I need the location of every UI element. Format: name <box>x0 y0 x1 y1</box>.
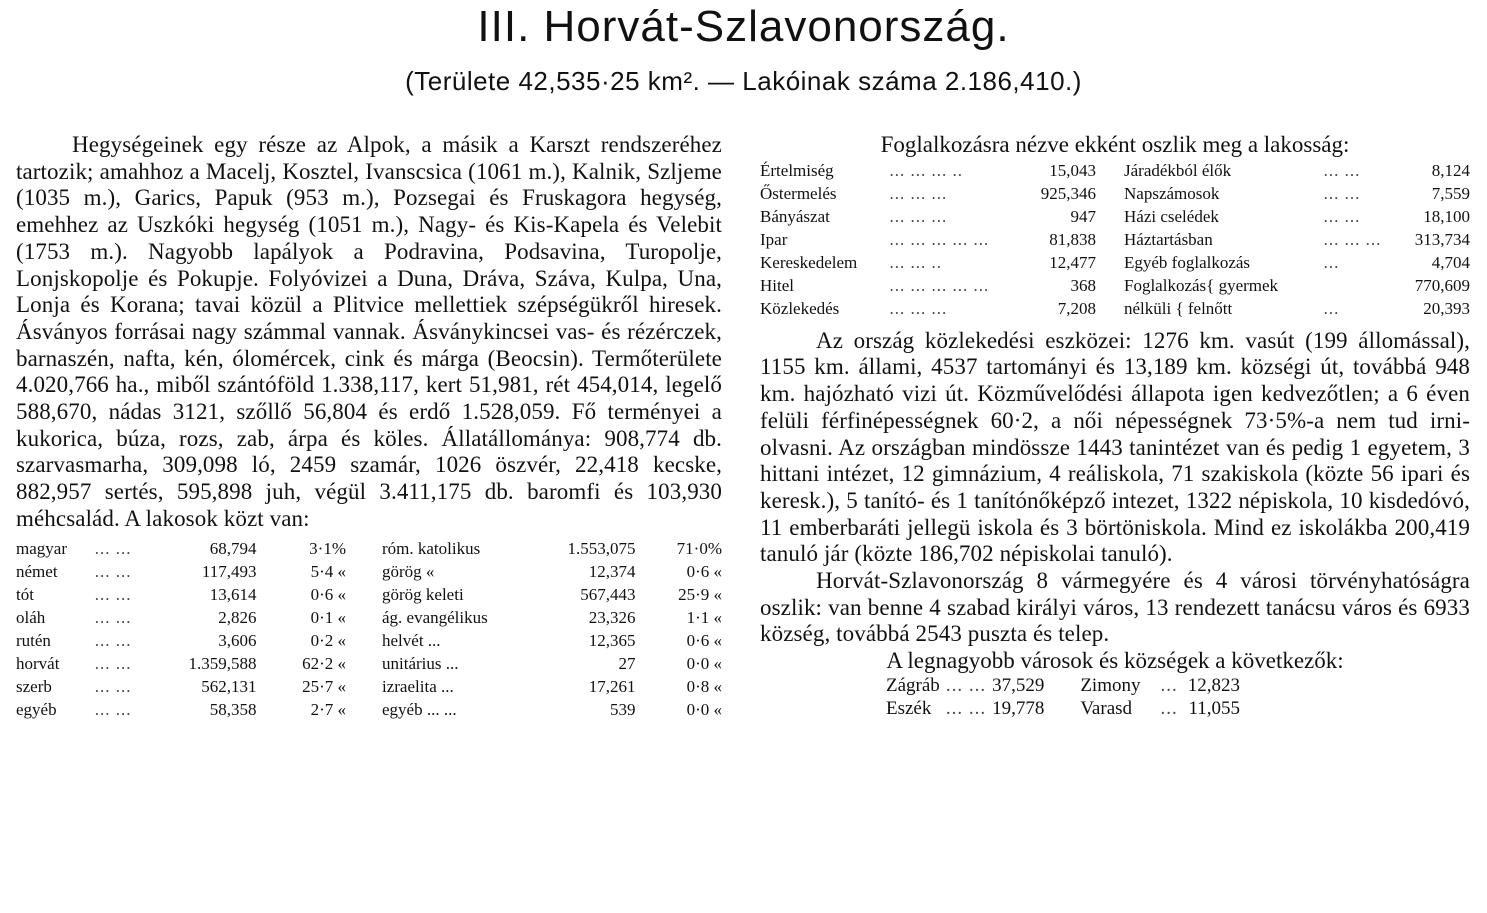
religion-percent: 1·1 « <box>686 607 722 627</box>
leader-dots: ... ... <box>1323 183 1361 203</box>
city-population: 37,529 <box>992 674 1045 696</box>
religion-count: 567,443 <box>580 584 636 604</box>
nationality-count: 2,826 <box>218 607 257 627</box>
religion-percent: 25·9 « <box>678 584 722 604</box>
leader-dots: ... <box>1323 252 1340 272</box>
occupation-label: Közlekedés <box>760 298 840 318</box>
nationality-label: magyar <box>16 538 67 558</box>
religion-table <box>382 539 722 723</box>
nationality-label: oláh <box>16 607 46 627</box>
occupation-label: Egyéb foglalkozás <box>1124 252 1251 272</box>
nationality-percent: 0·1 « <box>310 607 346 627</box>
cities-heading: A legnagyobb városok és községek a következők: <box>886 648 1344 674</box>
nationality-percent: 2·7 « <box>310 699 346 719</box>
religion-percent: 0·6 « <box>686 561 722 581</box>
leader-dots: ... ... <box>945 674 987 696</box>
table-row <box>382 562 722 585</box>
table-row <box>16 539 346 562</box>
leader-dots: ... ... <box>94 561 132 581</box>
religion-percent: 0·0 « <box>686 699 722 719</box>
occupation-count: 4,704 <box>1431 252 1470 272</box>
table-row <box>382 539 722 562</box>
nationality-percent: 3·1% <box>309 538 346 558</box>
left-column <box>16 132 722 723</box>
table-row <box>1124 276 1470 299</box>
table-row <box>16 585 346 608</box>
nationality-count: 58,358 <box>209 699 257 719</box>
table-row <box>382 654 722 677</box>
table-row <box>760 230 1096 253</box>
occupation-count: 18,100 <box>1423 206 1470 226</box>
nationality-count: 117,493 <box>201 561 257 581</box>
table-row <box>1124 184 1470 207</box>
occupation-count: 15,043 <box>1049 160 1096 180</box>
religion-count: 27 <box>618 653 636 673</box>
occupation-label: Ipar <box>760 229 788 249</box>
occupation-label: Foglalkozás{ gyermek <box>1124 275 1279 295</box>
occupation-count: 7,208 <box>1057 298 1096 318</box>
table-row <box>1124 253 1470 276</box>
leader-dots: ... ... <box>945 697 987 719</box>
occupation-heading: Foglalkozásra nézve ekként oszlik meg a lakosság: <box>880 132 1350 157</box>
nationality-count: 3,606 <box>218 630 257 650</box>
table-row <box>1124 207 1470 230</box>
leader-dots: ... ... <box>94 607 132 627</box>
table-row <box>382 608 722 631</box>
leader-dots: ... ... <box>1323 160 1361 180</box>
leader-dots: ... ... <box>1323 206 1361 226</box>
page-title: III. Horvát-Szlavonország. <box>477 2 1010 51</box>
religion-count: 12,374 <box>588 561 636 581</box>
religion-count: 23,326 <box>588 607 636 627</box>
city-population: 19,778 <box>992 697 1045 719</box>
leader-dots: ... ... <box>94 584 132 604</box>
table-row <box>382 631 722 654</box>
table-row <box>760 253 1096 276</box>
nationality-percent: 62·2 « <box>302 653 346 673</box>
religion-count: 1.553,075 <box>567 538 636 558</box>
religion-label: izraelita ... <box>382 676 454 696</box>
nationality-count: 562,131 <box>201 676 257 696</box>
city-name: Varasd <box>1080 697 1133 719</box>
nationality-table <box>16 539 346 723</box>
occupation-label: Értelmiség <box>760 160 834 180</box>
leader-dots: ... ... ... <box>889 298 948 318</box>
nationality-count: 68,794 <box>209 538 257 558</box>
table-row <box>382 700 722 723</box>
nationality-count: 13,614 <box>209 584 257 604</box>
occupation-count: 770,609 <box>1414 275 1470 295</box>
city-name: Zimony <box>1080 674 1141 696</box>
occupation-label: Őstermelés <box>760 183 837 203</box>
table-row <box>16 631 346 654</box>
leader-dots: ... ... ... .. <box>889 160 964 180</box>
leader-dots: ... ... ... <box>1323 229 1382 249</box>
occupation-count: 81,838 <box>1049 229 1096 249</box>
occupation-label: Hitel <box>760 275 794 295</box>
nationality-percent: 5·4 « <box>310 561 346 581</box>
leader-dots: ... ... .. <box>889 252 943 272</box>
city-name: Eszék <box>886 697 932 719</box>
page-subtitle: (Területe 42,535·25 km². — Lakóinak száma 2.186,410.) <box>405 66 1082 96</box>
religion-percent: 0·6 « <box>686 630 722 650</box>
religion-count: 539 <box>609 699 636 719</box>
religion-label: helvét ... <box>382 630 441 650</box>
leader-dots: ... <box>1160 674 1178 696</box>
nationality-label: egyéb <box>16 699 57 719</box>
leader-dots: ... <box>1160 697 1178 719</box>
religion-label: unitárius ... <box>382 653 459 673</box>
leader-dots: ... ... ... <box>889 183 948 203</box>
table-row <box>1124 161 1470 184</box>
occupation-count: 8,124 <box>1431 160 1470 180</box>
table-row <box>886 698 1240 721</box>
nationality-label: német <box>16 561 58 581</box>
right-column <box>760 132 1470 721</box>
leader-dots: ... ... <box>94 699 132 719</box>
city-population: 11,055 <box>1188 697 1240 719</box>
religion-count: 17,261 <box>588 676 636 696</box>
leader-dots: ... ... ... ... ... <box>889 229 990 249</box>
infrastructure-paragraph: Az ország közlekedési eszközei: 1276 km. vasút (199 állomással), 1155 km. állami, 4537 tartományi és 13,189 km. községi út, továbbá 948 km. hajózható vizi út. Közművelődési állapota igen kedvezőtlen; a 6 éven felüli férfinépességnek 60·2, a női népességnek 73·5%-a nem tud irni-olvasni. Az országban mindössze 1443 tanintézet van és pedig 1 egyetem, 3 hittani intézet, 12 gimnázium, 4 reáliskola, 71 szakiskola (közte 56 ipari és keresk.), 5 tanító- és 1 tanítónőképző intezet, 1322 népiskola, 10 kisdedóvó, 11 emberbaráti jellegü iskola és 3 börtöniskola. Mind ez iskolákba 200,419 tanuló jár (közte 186,702 népiskolai tanuló). <box>760 327 1470 567</box>
leader-dots: ... ... <box>94 653 132 673</box>
leader-dots: ... ... ... <box>889 206 948 226</box>
occupation-count: 20,393 <box>1423 298 1470 318</box>
occupation-label: Napszámosok <box>1124 183 1220 203</box>
table-row <box>382 585 722 608</box>
table-row <box>16 700 346 723</box>
nationality-percent: 25·7 « <box>302 676 346 696</box>
leader-dots: ... ... ... ... ... <box>889 275 990 295</box>
table-row <box>760 276 1096 299</box>
cities-table <box>886 675 1240 721</box>
table-row <box>1124 230 1470 253</box>
table-row <box>16 654 346 677</box>
nationality-label: horvát <box>16 653 60 673</box>
table-row <box>886 675 1240 698</box>
religion-label: ág. evangélikus <box>382 607 488 627</box>
occupation-label: Házi cselédek <box>1124 206 1219 226</box>
table-row <box>760 207 1096 230</box>
leader-dots: ... ... <box>94 538 132 558</box>
table-row <box>382 677 722 700</box>
nationality-label: tót <box>16 584 34 604</box>
religion-percent: 0·8 « <box>686 676 722 696</box>
city-population: 12,823 <box>1187 674 1240 696</box>
occupation-table-right <box>1124 161 1470 322</box>
religion-label: egyéb ... ... <box>382 699 457 719</box>
religion-percent: 71·0% <box>676 538 722 558</box>
leader-dots <box>1324 276 1399 299</box>
nationality-percent: 0·6 « <box>310 584 346 604</box>
occupation-count: 7,559 <box>1431 183 1470 203</box>
occupation-count: 313,734 <box>1414 229 1470 249</box>
occupation-count: 947 <box>1070 206 1096 226</box>
table-row <box>1124 299 1470 322</box>
table-row <box>760 299 1096 322</box>
occupation-table-left <box>760 161 1096 322</box>
table-row <box>760 161 1096 184</box>
nationality-label: szerb <box>16 676 52 696</box>
occupation-count: 12,477 <box>1049 252 1096 272</box>
occupation-label: Bányászat <box>760 206 830 226</box>
leader-dots: ... ... <box>94 676 132 696</box>
religion-label: görög « <box>382 561 435 581</box>
occupation-count: 925,346 <box>1040 183 1096 203</box>
table-row <box>16 677 346 700</box>
occupation-tables <box>760 161 1470 322</box>
occupation-count: 368 <box>1070 275 1096 295</box>
table-row <box>16 562 346 585</box>
geography-paragraph: Hegységeinek egy része az Alpok, a másik a Karszt rendszeréhez tartozik; amahhoz a Macelj, Kosztel, Ivanscsica (1061 m.), Kalnik, Szljeme (1035 m.), Garics, Papuk (953 m.), Pozsegai és Fruskagora hegység, emehhez az Uszkóki hegység (1051 m.), Nagy- és Kis-Kapela és Velebit (1753 m.). Nagyobb lapályok a Podravina, Podsavina, Turopolje, Lonjskopolje és Pokupje. Folyóvizei a Duna, Dráva, Száva, Kulpa, Una, Lonja és Korana; tavai közül a Plitvice mellettiek szépségükről hiresek. Ásványos forrásai nagy számmal vannak. Ásványkincsei vas- és rézérczek, barnaszén, nafta, kén, ólomércek, cink és márga (Beocsin). Termőterülete 4.020,766 ha., miből szántóföld 1.338,117, kert 51,981, rét 454,014, legelő 588,670, nádas 3121, szőllő 56,804 és erdő 1.528,059. Fő terményei a kukorica, búza, rozs, zab, árpa és köles. Állatállománya: 908,774 db. szarvasmarha, 309,098 ló, 2459 szamár, 1026 öszvér, 22,418 kecske, 882,957 sertés, 595,898 juh, végül 3.411,175 db. baromfi és 103,930 méhcsalád. A lakosok közt van: <box>16 132 722 531</box>
table-row <box>16 608 346 631</box>
administration-paragraph: Horvát-Szlavonország 8 vármegyére és 4 városi törvényhatóságra oszlik: van benne 4 szabad királyi város, 13 rendezett tanácsu város és 6933 község, továbbá 2543 puszta és telep. <box>760 568 1470 647</box>
religion-percent: 0·0 « <box>686 653 722 673</box>
nationality-label: rutén <box>16 630 51 650</box>
occupation-label: Háztartásban <box>1124 229 1213 249</box>
religion-label: róm. katolikus <box>382 538 481 558</box>
occupation-label: Járadékból élők <box>1124 160 1232 180</box>
occupation-label: nélküli { felnőtt <box>1124 298 1233 318</box>
leader-dots: ... ... <box>94 630 132 650</box>
nationality-percent: 0·2 « <box>310 630 346 650</box>
population-tables <box>16 539 722 723</box>
leader-dots: ... <box>1323 298 1340 318</box>
religion-label: görög keleti <box>382 584 464 604</box>
table-row <box>760 184 1096 207</box>
religion-count: 12,365 <box>588 630 636 650</box>
occupation-label: Kereskedelem <box>760 252 858 272</box>
nationality-count: 1.359,588 <box>188 653 257 673</box>
city-name: Zágráb <box>886 674 940 696</box>
